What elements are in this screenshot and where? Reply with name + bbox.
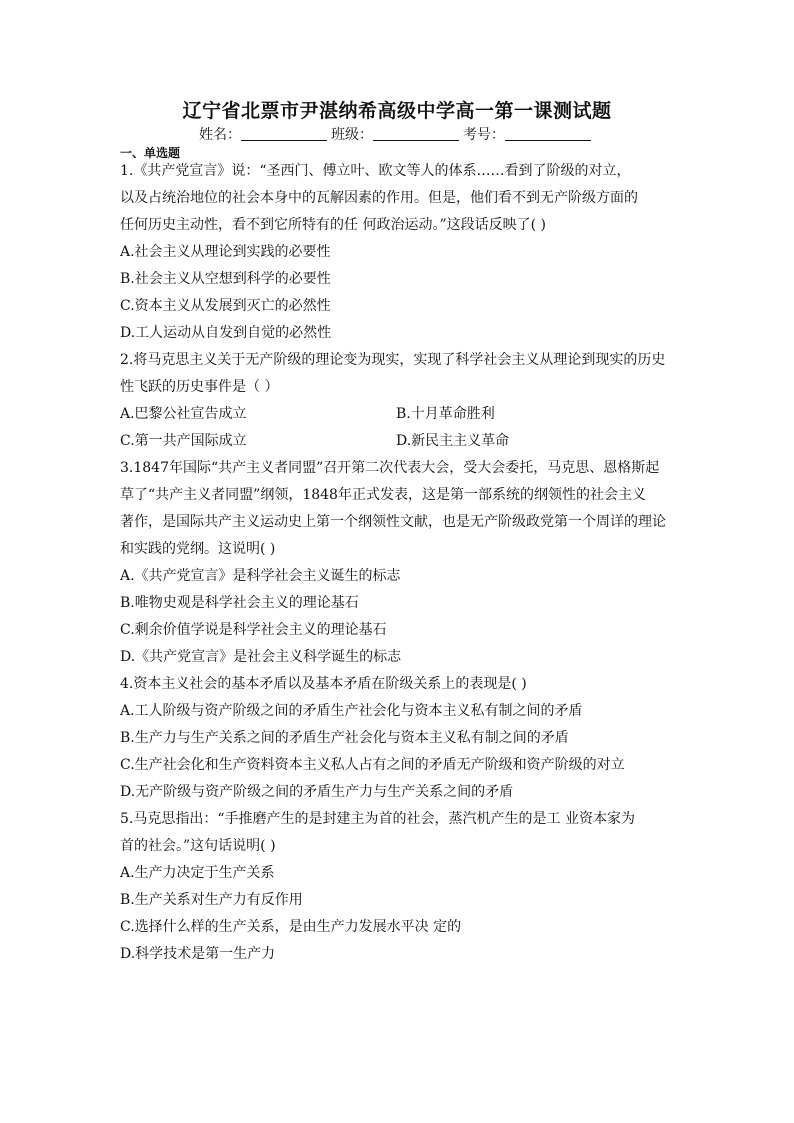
- question-3-line-4: 和实践的党纲。这说明( ): [120, 541, 276, 557]
- question-1-option-b: B.社会主义从空想到科学的必要性: [120, 271, 331, 287]
- name-label: 姓名：: [199, 127, 241, 143]
- question-1-line-1: 1.《共产党宣言》说：“圣西门、傅立叶、欧文等人的体系……看到了阶级的对立，: [120, 163, 631, 179]
- question-1-option-a: A.社会主义从理论到实践的必要性: [120, 244, 331, 260]
- question-2-line-1: 2.将马克思主义关于无产阶级的理论变为现实，实现了科学社会主义从理论到现实的历史: [120, 352, 666, 368]
- question-3-line-1: 3.1847年国际“共产主义者同盟”召开第二次代表大会，受大会委托，马克思、恩格斯起: [120, 460, 660, 476]
- question-3-option-c: C.剩余价值学说是科学社会主义的理论基石: [120, 622, 387, 638]
- question-5-option-c: C.选择什么样的生产关系，是由生产力发展水平决 定的: [120, 919, 462, 935]
- question-5-line-1: 5.马克思指出：“手推磨产生的是封建主为首的社会，蒸汽机产生的是工 业资本家为: [120, 811, 635, 827]
- class-label: 班级：: [331, 127, 373, 143]
- question-3-option-a: A.《共产党宣言》是科学社会主义诞生的标志: [120, 568, 401, 584]
- question-2-option-c: C.第一共产国际成立: [120, 433, 247, 449]
- question-2-option-a: A.巴黎公社宣告成立: [120, 406, 247, 422]
- question-4-option-c: C.生产社会化和生产资料资本主义私人占有之间的矛盾无产阶级和资产阶级的对立: [120, 757, 625, 773]
- question-2-option-d: D.新民主主义革命: [396, 433, 510, 449]
- question-2-options-row-1: [120, 401, 676, 428]
- student-info-line: [0, 124, 794, 144]
- section-heading: 一、单选题: [120, 146, 181, 160]
- question-3-option-b: B.唯物史观是科学社会主义的理论基石: [120, 595, 359, 611]
- question-5-option-d: D.科学技术是第一生产力: [120, 946, 276, 962]
- question-1-option-c: C.资本主义从发展到灭亡的必然性: [120, 298, 331, 314]
- question-1-line-2: 以及占统治地位的社会本身中的瓦解因素的作用。但是，他们看不到无产阶级方面的: [120, 190, 638, 206]
- question-3-line-3: 著作，是国际共产主义运动史上第一个纲领性文献，也是无产阶级政党第一个周详的理论: [120, 514, 666, 530]
- question-4-option-a: A.工人阶级与资产阶级之间的矛盾生产社会化与资本主义私有制之间的矛盾: [120, 703, 583, 719]
- question-1-line-3: 任何历史主动性，看不到它所特有的任 何政治运动。”这段话反映了( ): [120, 217, 546, 233]
- exam-number-blank[interactable]: [505, 126, 591, 141]
- question-1-option-d: D.工人运动从自发到自觉的必然性: [120, 325, 332, 341]
- question-5-option-b: B.生产关系对生产力有反作用: [120, 892, 303, 908]
- question-2-options-row-2: [120, 428, 676, 455]
- question-5-option-a: A.生产力决定于生产关系: [120, 865, 275, 881]
- question-2-option-b: B.十月革命胜利: [396, 406, 495, 422]
- class-blank[interactable]: [373, 126, 459, 141]
- exam-number-label: 考号：: [463, 127, 505, 143]
- question-5-line-2: 首的社会。”这句话说明( ): [120, 838, 276, 854]
- question-4-option-d: D.无产阶级与资产阶级之间的矛盾生产力与生产关系之间的矛盾: [120, 784, 514, 800]
- question-4-option-b: B.生产力与生产关系之间的矛盾生产社会化与资本主义私有制之间的矛盾: [120, 730, 569, 746]
- question-3-option-d: D.《共产党宣言》是社会主义科学诞生的标志: [120, 649, 402, 665]
- page-title: 辽宁省北票市尹湛纳希高级中学高一第一课测试题: [182, 100, 612, 122]
- name-blank[interactable]: [241, 126, 327, 141]
- question-2-line-2: 性飞跃的历史事件是（ ）: [120, 379, 279, 395]
- question-3-line-2: 草了“共产主义者同盟”纲领，1848年正式发表，这是第一部系统的纲领性的社会主义: [120, 487, 646, 503]
- question-4-line-1: 4.资本主义社会的基本矛盾以及基本矛盾在阶级关系上的表现是( ): [120, 676, 527, 692]
- questions-list: [120, 158, 676, 968]
